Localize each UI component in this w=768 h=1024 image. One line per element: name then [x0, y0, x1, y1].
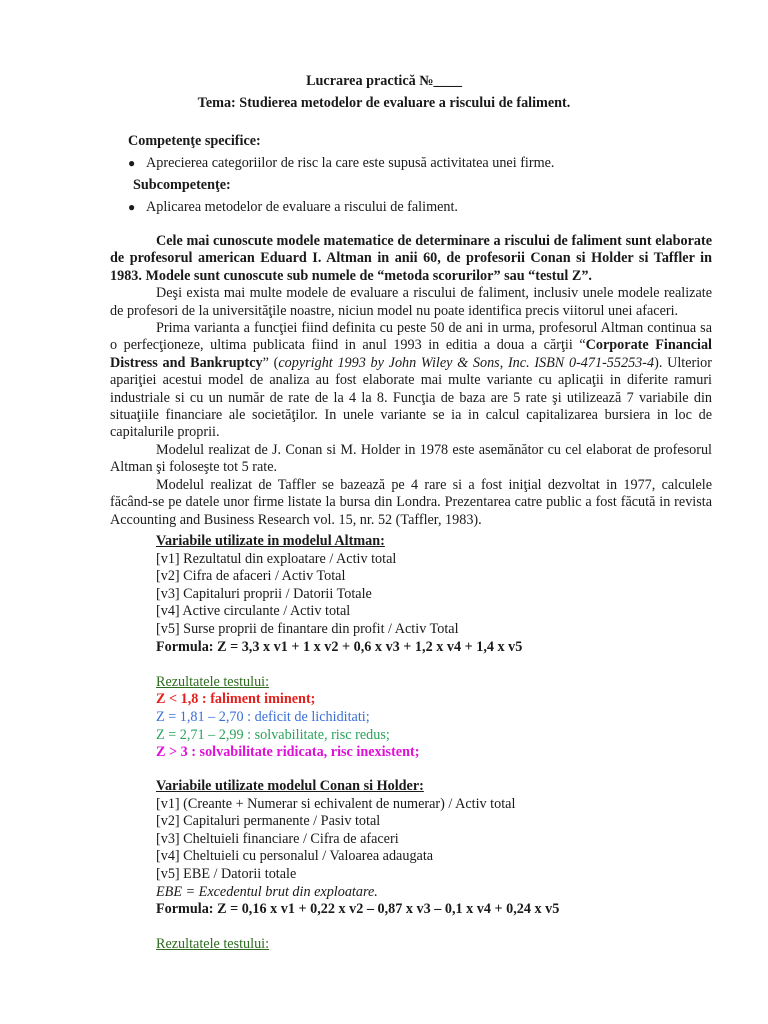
conan-variable-2: [v2] Capitaluri permanente / Pasiv total: [156, 813, 381, 830]
p3-mid: ” (: [262, 354, 279, 371]
intro-paragraph-2: Deşi exista mai multe modele de evaluare a riscului de faliment, inclusiv unele modele realizate de profesori de la universităţile noastre, niciun model nu poate identifica precis viitorul unei afaceri.: [110, 285, 712, 319]
spacer: [156, 656, 522, 674]
intro-bold-paragraph: Cele mai cunoscute modele matematice de determinare a riscului de faliment sunt elaborate de profesorul american Eduard I. Altman in anii 60, de profesorii Conan si Holder si Taffler in 1983. Modele sunt cunoscute sub numele de “metoda scorurilor” sau “testul Z”.: [110, 233, 712, 284]
intro-paragraph-5: Modelul realizat de Taffler se bazează pe 4 rare si a fost iniţial dezvoltat in 1977, calculele făcând-se pe datele unor firme listate la bursa din Londra. Prezentarea catre public a fost făcută in revista Accounting and Business Research vol. 15, nr. 52 (Taffler, 1983).: [110, 476, 712, 528]
competences-heading: Competenţe specifice:: [128, 133, 261, 149]
altman-variable-4: [v4] Active circulante / Activ total: [156, 603, 351, 620]
conan-results-heading: Rezultatele testului:: [156, 936, 270, 953]
altman-variable-1: [v1] Rezultatul din exploatare / Activ total: [156, 550, 397, 567]
altman-result-1: Z < 1,8 : faliment iminent;: [156, 691, 316, 708]
intro-paragraph-4: Modelul realizat de J. Conan si M. Holder in 1978 este asemănător cu cel elaborat de profesorul Altman şi foloseşte tot 5 rate.: [110, 441, 712, 476]
conan-holder-section: [156, 778, 559, 954]
conan-formula: Formula: Z = 0,16 x v1 + 0,22 x v2 – 0,87 x v3 – 0,1 x v4 + 0,24 x v5: [156, 901, 560, 918]
book-title: Corporate Financial Distress and Bankruptcy: [110, 337, 712, 371]
altman-result-4: Z > 3 : solvabilitate ridicata, risc inexistent;: [156, 744, 420, 761]
intro-paragraph-3: [110, 320, 712, 442]
altman-results-heading: Rezultatele testului:: [156, 673, 270, 690]
conan-note: EBE = Excedentul brut din exploatare.: [156, 883, 378, 900]
altman-result-2: Z = 1,81 – 2,70 : deficit de lichiditati;: [156, 708, 370, 725]
p3-end: ). Ulterior apariţiei acestui model de analiza au fost elaborate mai multe variante cu aplicaţii in diferite ramuri industriale si cu un număr de rate de la 4 la 8. Funcţia de baza are 5 rate şi utilizează 7 variabile din situaţiile financiare ale societăţilor. In unele variante se ia in calcul capitalizarea bursiera in loc de capitalurile proprii.: [110, 354, 712, 441]
altman-variable-3: [v3] Capitaluri proprii / Datorii Totale: [156, 585, 372, 602]
altman-formula: Formula: Z = 3,3 x v1 + 1 x v2 + 0,6 x v3 + 1,2 x v4 + 1,4 x v5: [156, 638, 523, 655]
copyright-note: copyright 1993 by John Wiley & Sons, Inc. ISBN 0-471-55253-4: [278, 354, 655, 371]
bullet-icon: ●: [128, 200, 136, 214]
subcompetences-item-text: Aplicarea metodelor de evaluare a riscului de faliment.: [146, 199, 458, 215]
altman-result-3: Z = 2,71 – 2,99 : solvabilitate, risc redus;: [156, 726, 390, 743]
spacer: [156, 919, 559, 937]
page-title: Lucrarea practică №____: [306, 73, 462, 89]
p3-start: Prima varianta a funcţiei fiind definita cu peste 50 de ani in urma, profesorul Altman continua sa o perfecţioneze, ultima publicata fiind in anul 1993 in editia a doua a cărţii “: [110, 320, 712, 354]
competences-item-text: Aprecierea categoriilor de risc la care este supusă activitatea unei firme.: [146, 155, 555, 171]
altman-variable-2: [v2] Cifra de afaceri / Activ Total: [156, 568, 346, 585]
bullet-icon: ●: [128, 156, 136, 170]
conan-variable-5: [v5] EBE / Datorii totale: [156, 865, 297, 882]
conan-variable-4: [v4] Cheltuieli cu personalul / Valoarea adaugata: [156, 848, 434, 865]
page-theme: Tema: Studierea metodelor de evaluare a riscului de faliment.: [197, 95, 571, 111]
competences-item: [128, 155, 554, 172]
conan-variable-3: [v3] Cheltuieli financiare / Cifra de afaceri: [156, 830, 399, 847]
conan-heading: Variabile utilizate modelul Conan si Holder:: [156, 778, 424, 794]
subcompetences-item: [128, 199, 458, 216]
intro-section: [110, 233, 712, 529]
altman-section: [156, 533, 522, 762]
altman-variable-5: [v5] Surse proprii de finantare din profit / Activ Total: [156, 620, 459, 637]
conan-variable-1: [v1] (Creante + Numerar si echivalent de numerar) / Activ total: [156, 795, 516, 812]
altman-heading: Variabile utilizate in modelul Altman:: [156, 533, 385, 549]
subcompetences-heading: Subcompetenţe:: [133, 177, 231, 193]
